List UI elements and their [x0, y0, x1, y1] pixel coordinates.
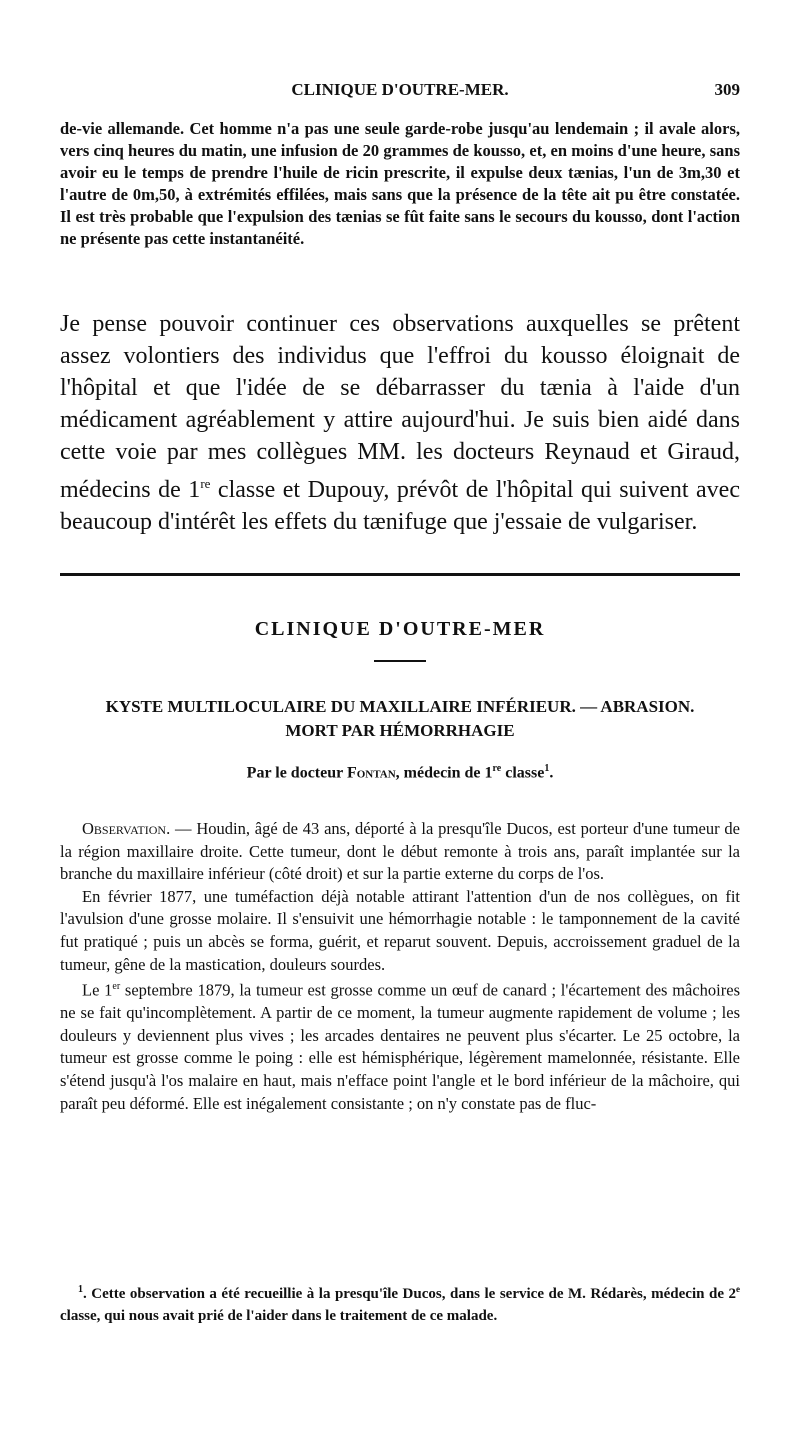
large-paragraph [60, 308, 740, 538]
running-head [60, 80, 740, 106]
page-number: 309 [714, 80, 740, 99]
byline-sup: re [492, 763, 502, 774]
byline-dot: . [549, 764, 554, 782]
observation-paragraph-1 [60, 818, 740, 886]
article-title-line-1: KYSTE MULTILOCULAIRE DU MAXILLAIRE INFÉRIEUR. — ABRASION. [105, 697, 695, 716]
footnote-sup: e [736, 1284, 740, 1294]
byline-middle: , médecin de 1 [395, 764, 493, 782]
large-paragraph-text-a: Je pense pouvoir continuer ces observations auxquelles se prêtent assez volontiers des individus que l'effroi du kousso éloignait de l'hôpital et que l'idée de se débarrasser du tænia à l'aide d'un médicament agréablement y attire aujourd'hui. Je suis bien aidé dans cette voie par mes collègues MM. les docteurs Reynaud et Giraud, médecins de 1 [60, 311, 740, 503]
byline-prefix: Par le docteur [246, 764, 347, 782]
footnote-mark: 1 [78, 1284, 83, 1295]
observation-p1-text: — Houdin, âgé de 43 ans, déporté à la presqu'île Ducos, est porteur d'une tumeur de la région maxillaire droite. Cette tumeur, dont le début remonte à trois ans, paraît implantée sur la branche du maxillaire inférieur (côté droit) et sur la partie externe du corps de l'os. [60, 819, 740, 884]
observation-p3-b: septembre 1879, la tumeur est grosse comme un œuf de canard ; l'écartement des mâchoires ne se fait qu'incomplètement. A partir de ce moment, la tumeur augmente rapidement de volume ; les douleurs y deviennent plus vives ; les arcades dentaires ne peuvent plus s'écarter. Le 25 octobre, la tumeur est grosse comme le poing : elle est hémisphérique, légèrement mamelonnée, résistante. Elle s'étend jusqu'à l'os malaire en haut, mais n'efface point l'angle et le bord inférieur de la mâchoire, qui paraît peu déformé. Elle est inégalement consistante ; on n'y constate pas de fluc- [60, 980, 740, 1113]
footnote [60, 1278, 740, 1327]
byline-author: Fontan [346, 764, 396, 782]
running-head-title: CLINIQUE D'OUTRE-MER. [291, 80, 509, 99]
article-title [60, 695, 740, 743]
observation-p3-a: Le 1 [82, 980, 113, 1000]
observation-paragraph-2: En février 1877, une tuméfaction déjà notable attirant l'attention d'un de nos collègues, on fit l'avulsion d'une grosse molaire. Il s'ensuivit une hémorrhagie notable : le tamponnement de la cavité fut pratiqué ; puis un abcès se forma, guérit, et reparut souvent. Depuis, accroissement graduel de la tumeur, gêne de la mastication, douleurs sourdes. [60, 886, 740, 974]
observation-paragraph-3 [60, 976, 740, 1115]
footnote-text-b: classe, qui nous avait prié de l'aider dans le traitement de ce malade. [60, 1308, 498, 1324]
large-paragraph-text-b: classe et Dupouy, prévôt de l'hôpital qui suivent avec beaucoup d'intérêt les effets du tænifuge que j'essaie de vulgariser. [60, 477, 740, 535]
footnote-ref: 1 [544, 763, 550, 774]
observation-p3-sup: er [112, 981, 121, 993]
continued-paragraph: de-vie allemande. Cet homme n'a pas une seule garde-robe jusqu'au lendemain ; il avale alors, vers cinq heures du matin, une infusion de 20 grammes de kousso, et, en moins d'une heure, sans avoir eu le temps de prendre l'huile de ricin prescrite, il expulse deux tænias, l'un de 3m,30 et l'autre de 0m,50, à extrémités effilées, mais sans que la présence de la tête ait pu être constatée. Il est très probable que l'expulsion des tænias se fût faite sans le secours du kousso, dont l'action ne présente pas cette instantanéité. [60, 119, 740, 248]
section-title: CLINIQUE D'OUTRE-MER [254, 618, 546, 640]
observation-lead: Observation. [82, 819, 171, 838]
byline-suffix: classe [501, 764, 545, 782]
byline [60, 763, 740, 782]
article-title-line-2: MORT PAR HÉMORRHAGIE [285, 721, 515, 740]
observation-body [60, 818, 740, 1115]
large-paragraph-sup: re [200, 476, 211, 491]
section-divider [60, 573, 740, 576]
title-rule [374, 660, 426, 662]
footnote-text-a: . Cette observation a été recueillie à la presqu'île Ducos, dans le service de M. Rédarès, médecin de 2 [83, 1286, 736, 1302]
